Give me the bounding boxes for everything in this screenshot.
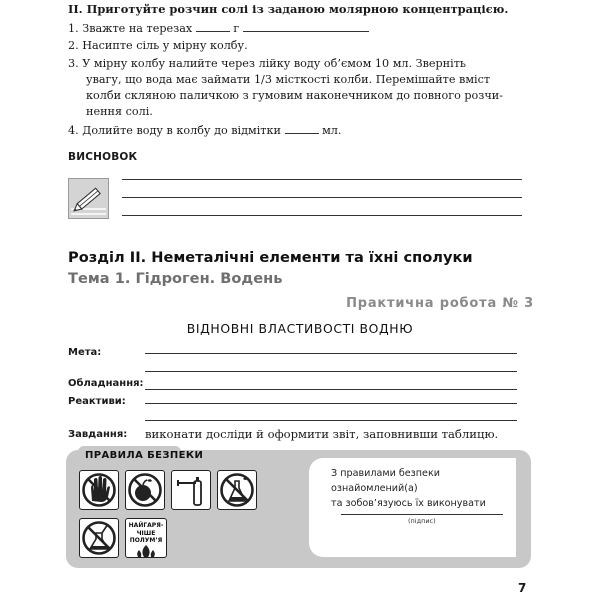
step-3-line-3: колби скляною паличкою з гумовим наконечником до повного розчи-: [86, 89, 504, 102]
pencil-icon: [68, 178, 109, 219]
practical-work-label: Практична робота № 3: [346, 296, 534, 311]
conclusion-line-2[interactable]: [122, 197, 522, 198]
flammable-icon: [125, 518, 167, 558]
step-2: 2. Насипте сіль у мірну колбу.: [68, 39, 248, 52]
reagents-line-2[interactable]: [145, 420, 517, 421]
reagents-line-1[interactable]: [145, 403, 517, 404]
goal-line-1[interactable]: [145, 353, 517, 354]
step-3-line-2: увагу, що вода має займати 1/3 місткості колби. Перемішайте вміст: [86, 73, 491, 86]
work-title: ВІДНОВНІ ВЛАСТИВОСТІ ВОДНЮ: [186, 321, 414, 336]
step-1-unit: г: [233, 22, 240, 35]
step-4: [68, 122, 341, 139]
goal-label: Мета:: [68, 347, 102, 358]
page-number: 7: [518, 581, 527, 595]
safety-title: ПРАВИЛА БЕЗПЕКИ: [85, 450, 204, 461]
reagents-label: Реактиви:: [68, 396, 126, 407]
substance-blank[interactable]: [243, 20, 369, 32]
step-3-line-1: 3. У мірну колбу налийте через лійку воду об’ємом 10 мл. Зверніть: [68, 57, 466, 70]
conclusion-line-3[interactable]: [122, 215, 522, 216]
flammable-label-3: ПОЛУМ’Я: [129, 537, 163, 544]
signature-caption: (підпис): [408, 517, 436, 525]
step-1-text: 1. Зважте на терезах: [68, 22, 193, 35]
volume-blank[interactable]: [285, 122, 319, 134]
no-heat-flask-icon: [79, 518, 119, 558]
part2-title: ІІ. Приготуйте розчин солі із заданою молярною концентрацією.: [68, 2, 509, 16]
flammable-label-2: ЧІШЕ: [136, 529, 156, 537]
step-3-line-4: нення солі.: [86, 105, 153, 118]
conclusion-line-1[interactable]: [122, 179, 522, 180]
section-title: Розділ ІІ. Неметалічні елементи та їхні сполуки: [68, 249, 473, 266]
no-burner-flask-icon: [217, 470, 257, 510]
step-4-text: 4. Долийте воду в колбу до відмітки: [68, 124, 281, 137]
task-label: Завдання:: [68, 429, 128, 440]
no-touch-hand-icon: [79, 470, 119, 510]
flammable-label-1: НАЙГАРЯ-: [128, 522, 164, 529]
step-4-unit: мл.: [322, 124, 342, 137]
equipment-line[interactable]: [145, 389, 517, 390]
ack-line-1: З правилами безпеки ознайомлений(а): [331, 468, 440, 494]
signature-line[interactable]: [341, 514, 503, 515]
ack-line-2: та зобов’язуюсь їх виконувати: [331, 498, 486, 509]
task-text: виконати досліди й оформити звіт, заповнивши таблицю.: [145, 427, 499, 441]
goal-line-2[interactable]: [145, 371, 517, 372]
step-1: [68, 20, 369, 37]
no-taste-icon: [125, 470, 165, 510]
topic-title: Тема 1. Гідроген. Водень: [68, 270, 283, 287]
mass-blank[interactable]: [196, 20, 230, 32]
conclusion-label: ВИСНОВОК: [68, 151, 138, 163]
acknowledgement-text: [331, 466, 511, 511]
equipment-label: Обладнання:: [68, 378, 144, 389]
gas-cylinder-icon: [171, 470, 211, 510]
